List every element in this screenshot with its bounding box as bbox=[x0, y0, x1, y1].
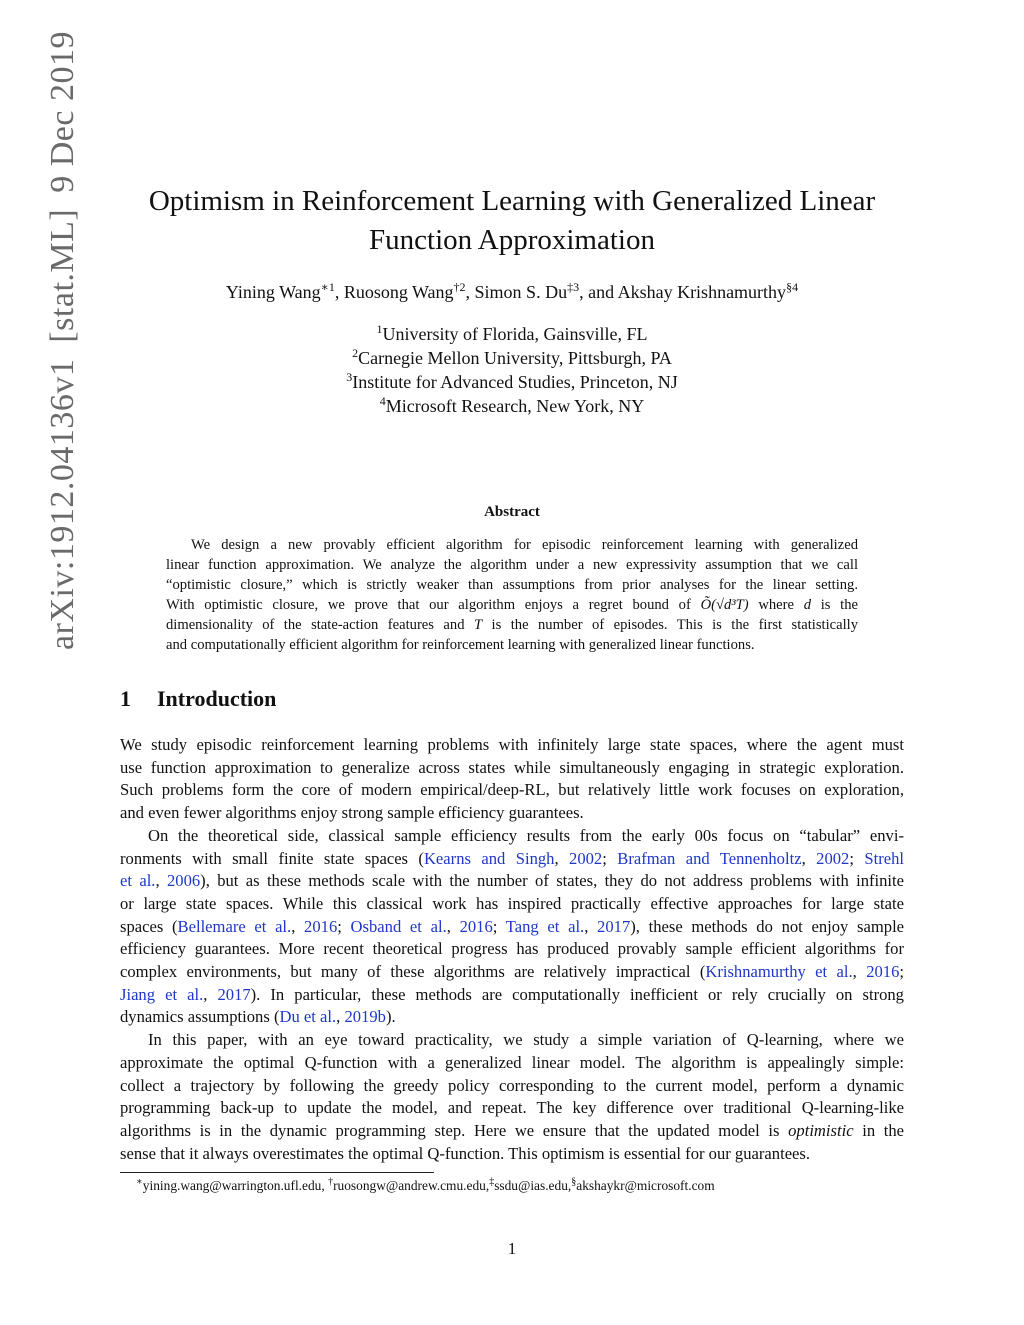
abstract-line: “optimistic closure,” which is strictly weaker than assumptions from prior analyses for the linear setting. bbox=[166, 577, 858, 593]
abstract-line bbox=[166, 595, 858, 615]
abstract-text: is the bbox=[820, 597, 859, 613]
affiliation bbox=[120, 370, 904, 394]
email-2: ruosongw@andrew.cmu.edu, bbox=[333, 1178, 490, 1193]
arxiv-id: arXiv:1912.04136v1 bbox=[44, 358, 81, 650]
body-line bbox=[120, 1006, 904, 1029]
citation-year-link[interactable]: 2002 bbox=[816, 848, 850, 868]
citation-year-link[interactable]: 2016 bbox=[866, 962, 900, 982]
citation-link[interactable]: Jiang et al. bbox=[120, 984, 204, 1004]
affiliation-text: Microsoft Research, New York, NY bbox=[385, 396, 645, 416]
body-line: We study episodic reinforcement learning problems with infinitely large state spaces, where the agent must bbox=[120, 735, 904, 754]
affiliation-mark: 4 bbox=[379, 394, 386, 408]
email-1: yining.wang@warrington.ufl.edu, bbox=[142, 1178, 329, 1193]
introduction-body bbox=[120, 734, 904, 1165]
body-text: ; bbox=[492, 916, 506, 936]
abstract-text: dimensionality of the state-action features and bbox=[166, 617, 465, 633]
body-text: , bbox=[554, 848, 570, 868]
abstract-heading: Abstract bbox=[484, 504, 540, 520]
affiliation-mark: 3 bbox=[346, 370, 353, 384]
abstract-text: is the number of episodes. This is the first statistically bbox=[491, 617, 858, 633]
body-text: spaces ( bbox=[120, 916, 178, 936]
body-line bbox=[120, 961, 904, 984]
title-line-1: Optimism in Reinforcement Learning with Generalized Linear bbox=[148, 185, 876, 217]
email-3: ssdu@ias.edu, bbox=[494, 1178, 572, 1193]
author-4: , and Akshay Krishnamurthy bbox=[579, 282, 787, 302]
title-line-2: Function Approximation bbox=[369, 224, 655, 256]
affiliation bbox=[120, 346, 904, 370]
paper-title bbox=[120, 182, 904, 260]
section-title: Introduction bbox=[157, 686, 277, 711]
citation-link[interactable]: Krishnamurthy et al. bbox=[705, 962, 853, 982]
author-4-mark: §4 bbox=[786, 280, 799, 294]
body-line: In this paper, with an eye toward practicality, we study a simple variation of Q-learning, where we bbox=[148, 1030, 904, 1050]
citation-year-link[interactable]: 2016 bbox=[459, 916, 493, 936]
body-line: collect a trajectory by following the greedy policy corresponding to the current model, perform a dynamic bbox=[120, 1075, 904, 1095]
footnote-divider bbox=[120, 1172, 434, 1173]
section-number: 1 bbox=[120, 686, 131, 711]
body-text: , bbox=[155, 871, 167, 891]
math-symbol-d: d bbox=[803, 597, 812, 613]
body-text: ; bbox=[337, 916, 351, 936]
body-line: and even fewer algorithms enjoy strong sample efficiency guarantees. bbox=[120, 803, 584, 823]
page-number: 1 bbox=[507, 1239, 517, 1258]
body-text: ; bbox=[899, 962, 904, 982]
body-line bbox=[120, 1120, 904, 1143]
body-text: ). In particular, these methods are computationally inefficient or rely crucially on strong bbox=[250, 984, 904, 1004]
body-line: or large state spaces. While this classical work has inspired practically effective approaches for large state bbox=[120, 893, 904, 913]
body-text: , bbox=[852, 962, 867, 982]
author-list bbox=[120, 282, 904, 303]
affiliation-mark: 1 bbox=[376, 322, 383, 336]
citation-link[interactable]: Tang et al. bbox=[505, 916, 585, 936]
affiliation-mark: 2 bbox=[352, 346, 359, 360]
author-3: , Simon S. Du bbox=[465, 282, 568, 302]
body-text: , bbox=[291, 916, 305, 936]
affiliation-list bbox=[120, 322, 904, 418]
citation-link[interactable]: Bellemare et al. bbox=[177, 916, 292, 936]
body-text: , bbox=[584, 916, 598, 936]
body-line bbox=[120, 870, 904, 893]
abstract-body bbox=[166, 535, 858, 655]
body-line bbox=[120, 984, 904, 1007]
footnote-mark: † bbox=[328, 1176, 334, 1188]
arxiv-date: 9 Dec 2019 bbox=[44, 31, 81, 193]
footnote-mark: ∗ bbox=[136, 1176, 143, 1188]
body-line: approximate the optimal Q-function with a generalized linear model. The algorithm is appealingly simple: bbox=[120, 1052, 904, 1072]
citation-link[interactable]: et al. bbox=[120, 871, 156, 891]
affiliation-text: Carnegie Mellon University, Pittsburgh, PA bbox=[358, 348, 672, 368]
body-text: ), these methods do not enjoy sample bbox=[630, 916, 905, 936]
author-3-mark: ‡3 bbox=[567, 280, 580, 294]
citation-link[interactable]: Brafman and Tennenholtz bbox=[617, 848, 802, 868]
citation-link[interactable]: Strehl bbox=[864, 848, 904, 868]
body-text: , bbox=[203, 984, 218, 1004]
arxiv-sidebar-stamp bbox=[44, 31, 82, 650]
footnote-mark: § bbox=[571, 1176, 577, 1188]
abstract-text: where bbox=[758, 597, 794, 613]
citation-year-link[interactable]: 2017 bbox=[597, 916, 631, 936]
author-2-mark: †2 bbox=[453, 280, 466, 294]
affiliation bbox=[120, 394, 904, 418]
affiliation-text: University of Florida, Gainsville, FL bbox=[382, 324, 648, 344]
body-text: ), but as these methods scale with the number of states, they do not address problems with infinite bbox=[200, 871, 905, 891]
citation-link[interactable]: Osband et al. bbox=[350, 916, 447, 936]
author-1-mark: ∗1 bbox=[320, 280, 335, 294]
footnote-emails bbox=[136, 1178, 715, 1194]
abstract-line: We design a new provably efficient algorithm for episodic reinforcement learning with generalized bbox=[191, 537, 858, 553]
abstract-line bbox=[166, 615, 858, 635]
body-text: algorithms is in the dynamic programming step. Here we ensure that the updated model is bbox=[120, 1120, 780, 1140]
body-text: , bbox=[336, 1007, 345, 1027]
body-text: ; bbox=[849, 848, 865, 868]
body-line: Such problems form the core of modern empirical/deep-RL, but relatively little work focuses on exploration, bbox=[120, 780, 904, 800]
regret-bound-formula: Õ(√d³T) bbox=[700, 597, 749, 613]
body-line: On the theoretical side, classical sample efficiency results from the early 00s focus on “tabular” envi- bbox=[148, 825, 904, 845]
section-heading-introduction bbox=[120, 686, 276, 712]
citation-link[interactable]: Du et al. bbox=[279, 1007, 337, 1027]
body-line: programming back-up to update the model, and repeat. The key difference over traditional Q-learning-like bbox=[120, 1098, 904, 1118]
arxiv-category: [stat.ML] bbox=[44, 208, 81, 343]
citation-year-link[interactable]: 2006 bbox=[166, 871, 201, 891]
body-text: ). bbox=[385, 1007, 396, 1027]
body-text: ; bbox=[602, 848, 618, 868]
emphasis-optimistic: optimistic bbox=[788, 1120, 854, 1140]
body-line: use function approximation to generalize across states while simultaneously engaging in strategic exploration. bbox=[120, 757, 904, 777]
footnote-mark: ‡ bbox=[489, 1176, 495, 1188]
body-text: , bbox=[801, 848, 817, 868]
body-text: , bbox=[446, 916, 460, 936]
author-1: Yining Wang bbox=[225, 282, 321, 302]
abstract-line: linear function approximation. We analyze the algorithm under a new expressivity assumption that we call bbox=[166, 557, 858, 573]
citation-year-link[interactable]: 2016 bbox=[304, 916, 338, 936]
body-text: in the bbox=[862, 1120, 905, 1140]
abstract-line: and computationally efficient algorithm for reinforcement learning with generalized linear functions. bbox=[166, 637, 755, 653]
abstract-text: With optimistic closure, we prove that our algorithm enjoys a regret bound of bbox=[166, 597, 691, 613]
body-text: ronments with small finite state spaces ( bbox=[120, 848, 424, 868]
math-symbol-t: T bbox=[473, 617, 483, 633]
citation-year-link[interactable]: 2002 bbox=[569, 848, 603, 868]
affiliation-text: Institute for Advanced Studies, Princeton, NJ bbox=[352, 372, 678, 392]
citation-year-link[interactable]: 2017 bbox=[217, 984, 251, 1004]
body-line: sense that it always overestimates the optimal Q-function. This optimism is essential for our guarantees. bbox=[120, 1143, 811, 1163]
citation-year-link[interactable]: 2019b bbox=[344, 1007, 386, 1027]
body-text: dynamics assumptions ( bbox=[120, 1007, 280, 1027]
author-2: , Ruosong Wang bbox=[334, 282, 454, 302]
body-text: complex environments, but many of these algorithms are relatively impractical ( bbox=[120, 962, 706, 982]
citation-link[interactable]: Kearns and Singh bbox=[423, 848, 555, 868]
email-4: akshaykr@microsoft.com bbox=[576, 1178, 715, 1193]
affiliation bbox=[120, 322, 904, 346]
body-line bbox=[120, 848, 904, 871]
body-line bbox=[120, 916, 904, 939]
body-line: efficiency guarantees. More recent theoretical progress has produced provably sample efficient algorithms for bbox=[120, 939, 904, 959]
